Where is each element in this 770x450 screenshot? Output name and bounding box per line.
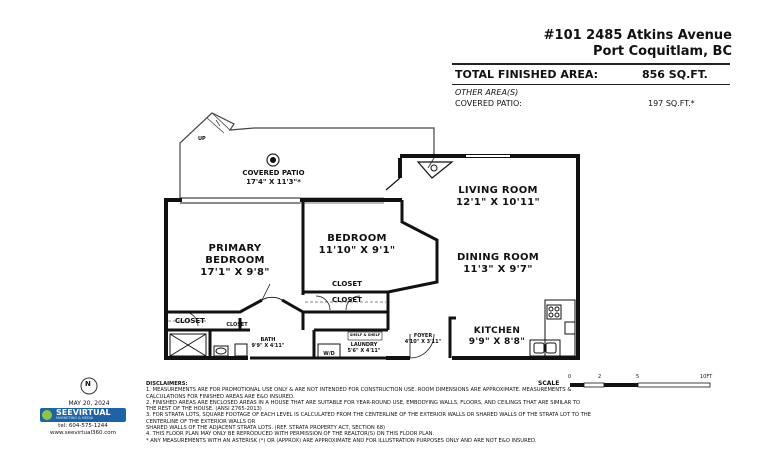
laundry-dims: 5'6" X 4'11" [347,348,381,354]
dining-room-name: DINING ROOM [456,252,540,263]
brand-tagline: MARKETING & MEDIA [56,416,94,420]
primary-bedroom-name-2: BEDROOM [205,255,265,266]
shelf-label: SHELF & SHELF [349,333,381,337]
scale-tick-2: 2 [598,374,602,380]
north-label: N [85,380,91,388]
disclaimer-line: 2. FINISHED AREAS ARE ENCLOSED AREAS IN A HOUSE THAT ARE SUITABLE FOR YEAR-ROUND USE, EMBODYING WALLS, FLOORS, AND CEILINGS THAT ARE SIMILAR TO [146,399,581,406]
total-area-label: TOTAL FINISHED AREA: [455,68,598,81]
scale-tick-5: 5 [636,374,640,380]
logo-mark-icon [42,410,52,420]
primary-bedroom-name-1: PRIMARY [208,243,262,254]
brand-phone[interactable]: tel: 604-575-1244 [58,423,108,429]
bedroom-name: BEDROOM [327,233,387,244]
closet-label-d: CLOSET [226,322,248,328]
address-line-2: Port Coquitlam, BC [592,44,732,59]
disclaimer-line: THE REST OF THE HOUSE. (ANSI Z765-2013) [146,406,262,413]
disclaimers [146,381,726,444]
bath-name: BATH [260,337,276,343]
foyer-dims: 4'10" X 3'11" [404,339,442,345]
total-area-value: 856 SQ.FT. [642,68,708,81]
scale-tick-10: 10FT [700,374,713,380]
other-areas-label: OTHER AREA(S) [455,88,519,97]
kitchen-dims: 9'9" X 8'8" [468,337,526,347]
disclaimer-heading: DISCLAIMERS: [146,381,188,387]
up-label: UP [198,136,206,142]
plan-date: MAY 20, 2024 [68,400,110,407]
covered-patio-area-value: 197 SQ.FT.* [648,99,695,108]
brand-logo [40,408,126,422]
washer-dryer-label: W/D [323,351,335,357]
disclaimer-line: CENTERLINE OF THE EXTERIOR WALLS OR [146,418,256,425]
bath-dims: 9'9" X 4'11" [251,343,285,349]
covered-patio-outline [180,113,434,203]
patio-name: COVERED PATIO [242,169,305,177]
disclaimer-line: CALCULATIONS FOR FINISHED AREAS ARE E&O INSURED. [146,393,295,400]
disclaimer-line: 1. MEASUREMENTS ARE FOR PROMOTIONAL USE ONLY & ARE NOT INTENDED FOR CONSTRUCTION USE. ROOM DIMENSIONS ARE APPROXIMATE. MEASUREMENTS & [146,387,572,394]
dining-room-dims: 11'3" X 9'7" [463,264,533,275]
scale-label: SCALE [538,380,560,387]
covered-patio-area-label: COVERED PATIO: [455,99,522,108]
brand-name: SEEVIRTUAL [56,408,111,417]
disclaimer-line: * ANY MEASUREMENTS WITH AN ASTERISK (*) OR (APPROX) ARE APPROXIMATE AND FOR ILLUSTRATION PURPOSES ONLY AND ARE NOT E&O INSURED. [146,437,537,444]
disclaimer-line: 4. THIS FLOOR PLAN MAY ONLY BE REPRODUCED WITH PERMISSION OF THE REALTOR(S) ON THIS FLOOR PLAN. [146,431,435,438]
closet-label-c: CLOSET [175,317,205,325]
brand-website[interactable]: www.seevirtual360.com [50,430,116,436]
closet-label-a: CLOSET [332,280,362,288]
kitchen-name: KITCHEN [473,326,521,336]
patio-dims: 17'4" X 11'3"* [246,178,301,186]
disclaimer-line: 3. FOR STRATA LOTS, SQUARE FOOTAGE OF EACH LEVEL IS CALCULATED FROM THE CENTERLINE OF THE EXTERIOR WALLS OR SHARED WALLS OF THE STRATA LOT TO THE [146,412,591,419]
disclaimer-line: SHARED WALLS OF THE ADJACENT STRATA LOTS. (REF. STRATA PROPERTY ACT, SECTION 68) [146,425,386,432]
living-room-name: LIVING ROOM [458,185,538,196]
living-room-dims: 12'1" X 10'11" [455,197,541,208]
address-line-1: #101 2485 Atkins Avenue [543,28,732,43]
laundry-name: LAUNDRY [350,342,378,348]
primary-bedroom-dims: 17'1" X 9'8" [200,267,270,278]
foyer-name: FOYER [413,333,433,339]
closet-label-b: CLOSET [332,296,362,304]
bedroom-dims: 11'10" X 9'1" [318,245,396,256]
scale-tick-0: 0 [568,374,572,380]
